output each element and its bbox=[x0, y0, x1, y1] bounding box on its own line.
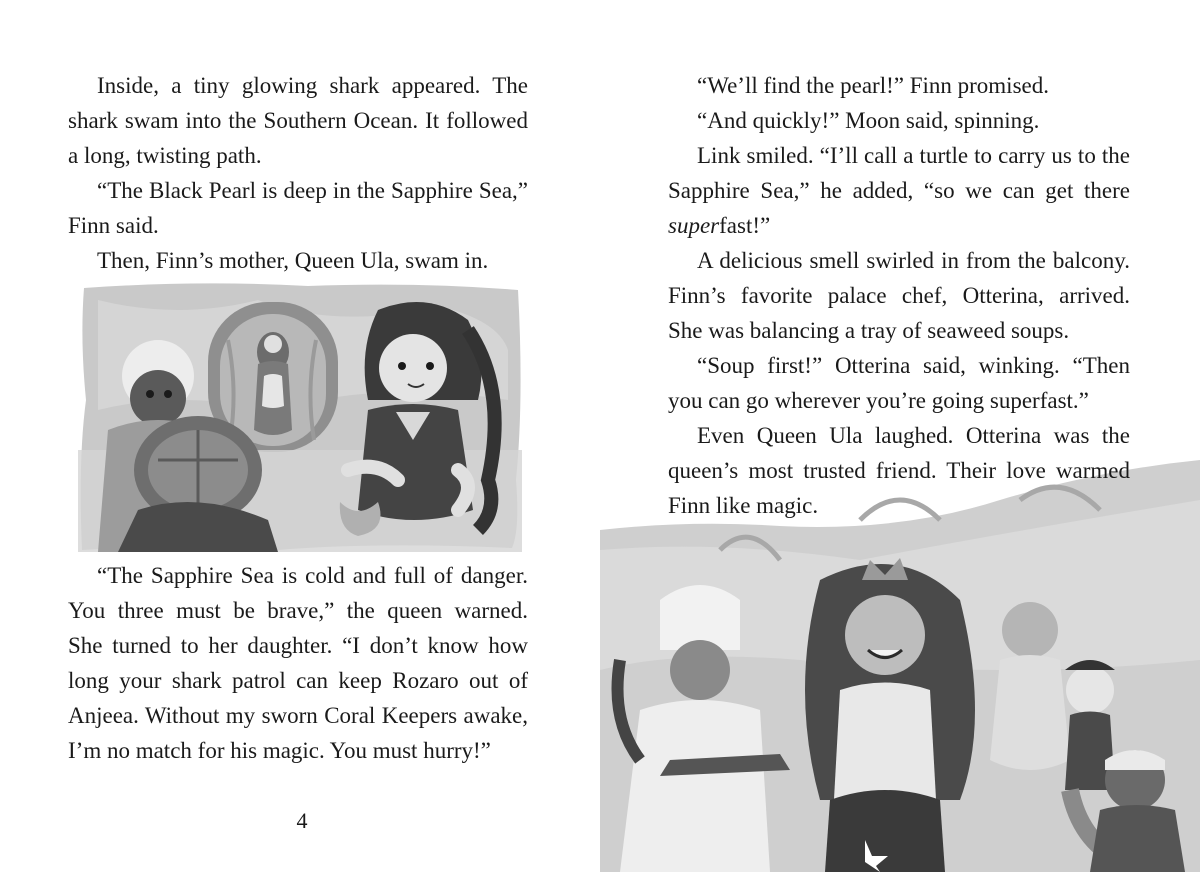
emphasis-super: super bbox=[668, 213, 720, 238]
text-line: You three must be brave,” the queen warned. bbox=[68, 598, 528, 623]
text-line: She was balancing a tray of seaweed soups. bbox=[668, 318, 1070, 343]
page-number: 4 bbox=[296, 808, 308, 833]
paragraph-promise bbox=[668, 68, 1130, 138]
paragraph-black-pearl bbox=[68, 173, 528, 243]
text-line: Then, Finn’s mother, Queen Ula, swam in. bbox=[97, 248, 489, 273]
text-line: “Soup first!” Otterina said, winking. “Then bbox=[697, 353, 1130, 378]
text-line: A delicious smell swirled in from the balcony. bbox=[697, 248, 1130, 273]
text-line: Finn said. bbox=[68, 213, 159, 238]
text-line: “The Black Pearl is deep in the Sapphire Sea,” bbox=[97, 178, 528, 203]
text-fragment: fast!” bbox=[719, 213, 771, 238]
right-page bbox=[600, 0, 1200, 872]
paragraph-queen-laughed bbox=[668, 418, 1130, 523]
paragraph-link-turtle bbox=[668, 138, 1130, 243]
text-line: Finn like magic. bbox=[668, 493, 819, 518]
paragraph-queen-arrives bbox=[68, 243, 528, 278]
text-line: Sapphire Sea,” he added, “so we can get there bbox=[668, 178, 1130, 203]
text-line: She turned to her daughter. “I don’t know how bbox=[68, 633, 528, 658]
mirror-queen-figure bbox=[254, 332, 292, 435]
text-line: shark swam into the Southern Ocean. It followed bbox=[68, 108, 528, 133]
text-line: Even Queen Ula laughed. Otterina was the bbox=[697, 423, 1130, 448]
text-line: “We’ll find the pearl!” Finn promised. bbox=[697, 73, 1049, 98]
paragraph-shark bbox=[68, 68, 528, 173]
text-line bbox=[668, 208, 1130, 243]
text-line: Anjeea. Without my sworn Coral Keepers awake, bbox=[68, 703, 528, 728]
text-line: I’m no match for his magic. You must hurry!” bbox=[68, 738, 491, 763]
paragraph-queen-warning bbox=[68, 558, 528, 768]
text-line: you can go wherever you’re going superfast.” bbox=[668, 388, 1089, 413]
text-line: “And quickly!” Moon said, spinning. bbox=[697, 108, 1040, 133]
text-line: “The Sapphire Sea is cold and full of danger. bbox=[97, 563, 528, 588]
text-line: long your shark patrol can keep Rozaro out of bbox=[68, 668, 528, 693]
text-line: Finn’s favorite palace chef, Otterina, arrived. bbox=[668, 283, 1130, 308]
paragraph-otterina-arrives bbox=[668, 243, 1130, 348]
text-line: Link smiled. “I’ll call a turtle to carry us to the bbox=[697, 143, 1130, 168]
illustration-palace-scene bbox=[78, 280, 522, 552]
paragraph-soup-first bbox=[668, 348, 1130, 418]
text-line: a long, twisting path. bbox=[68, 143, 262, 168]
text-line: queen’s most trusted friend. Their love warmed bbox=[668, 458, 1130, 483]
text-line: Inside, a tiny glowing shark appeared. The bbox=[97, 73, 528, 98]
